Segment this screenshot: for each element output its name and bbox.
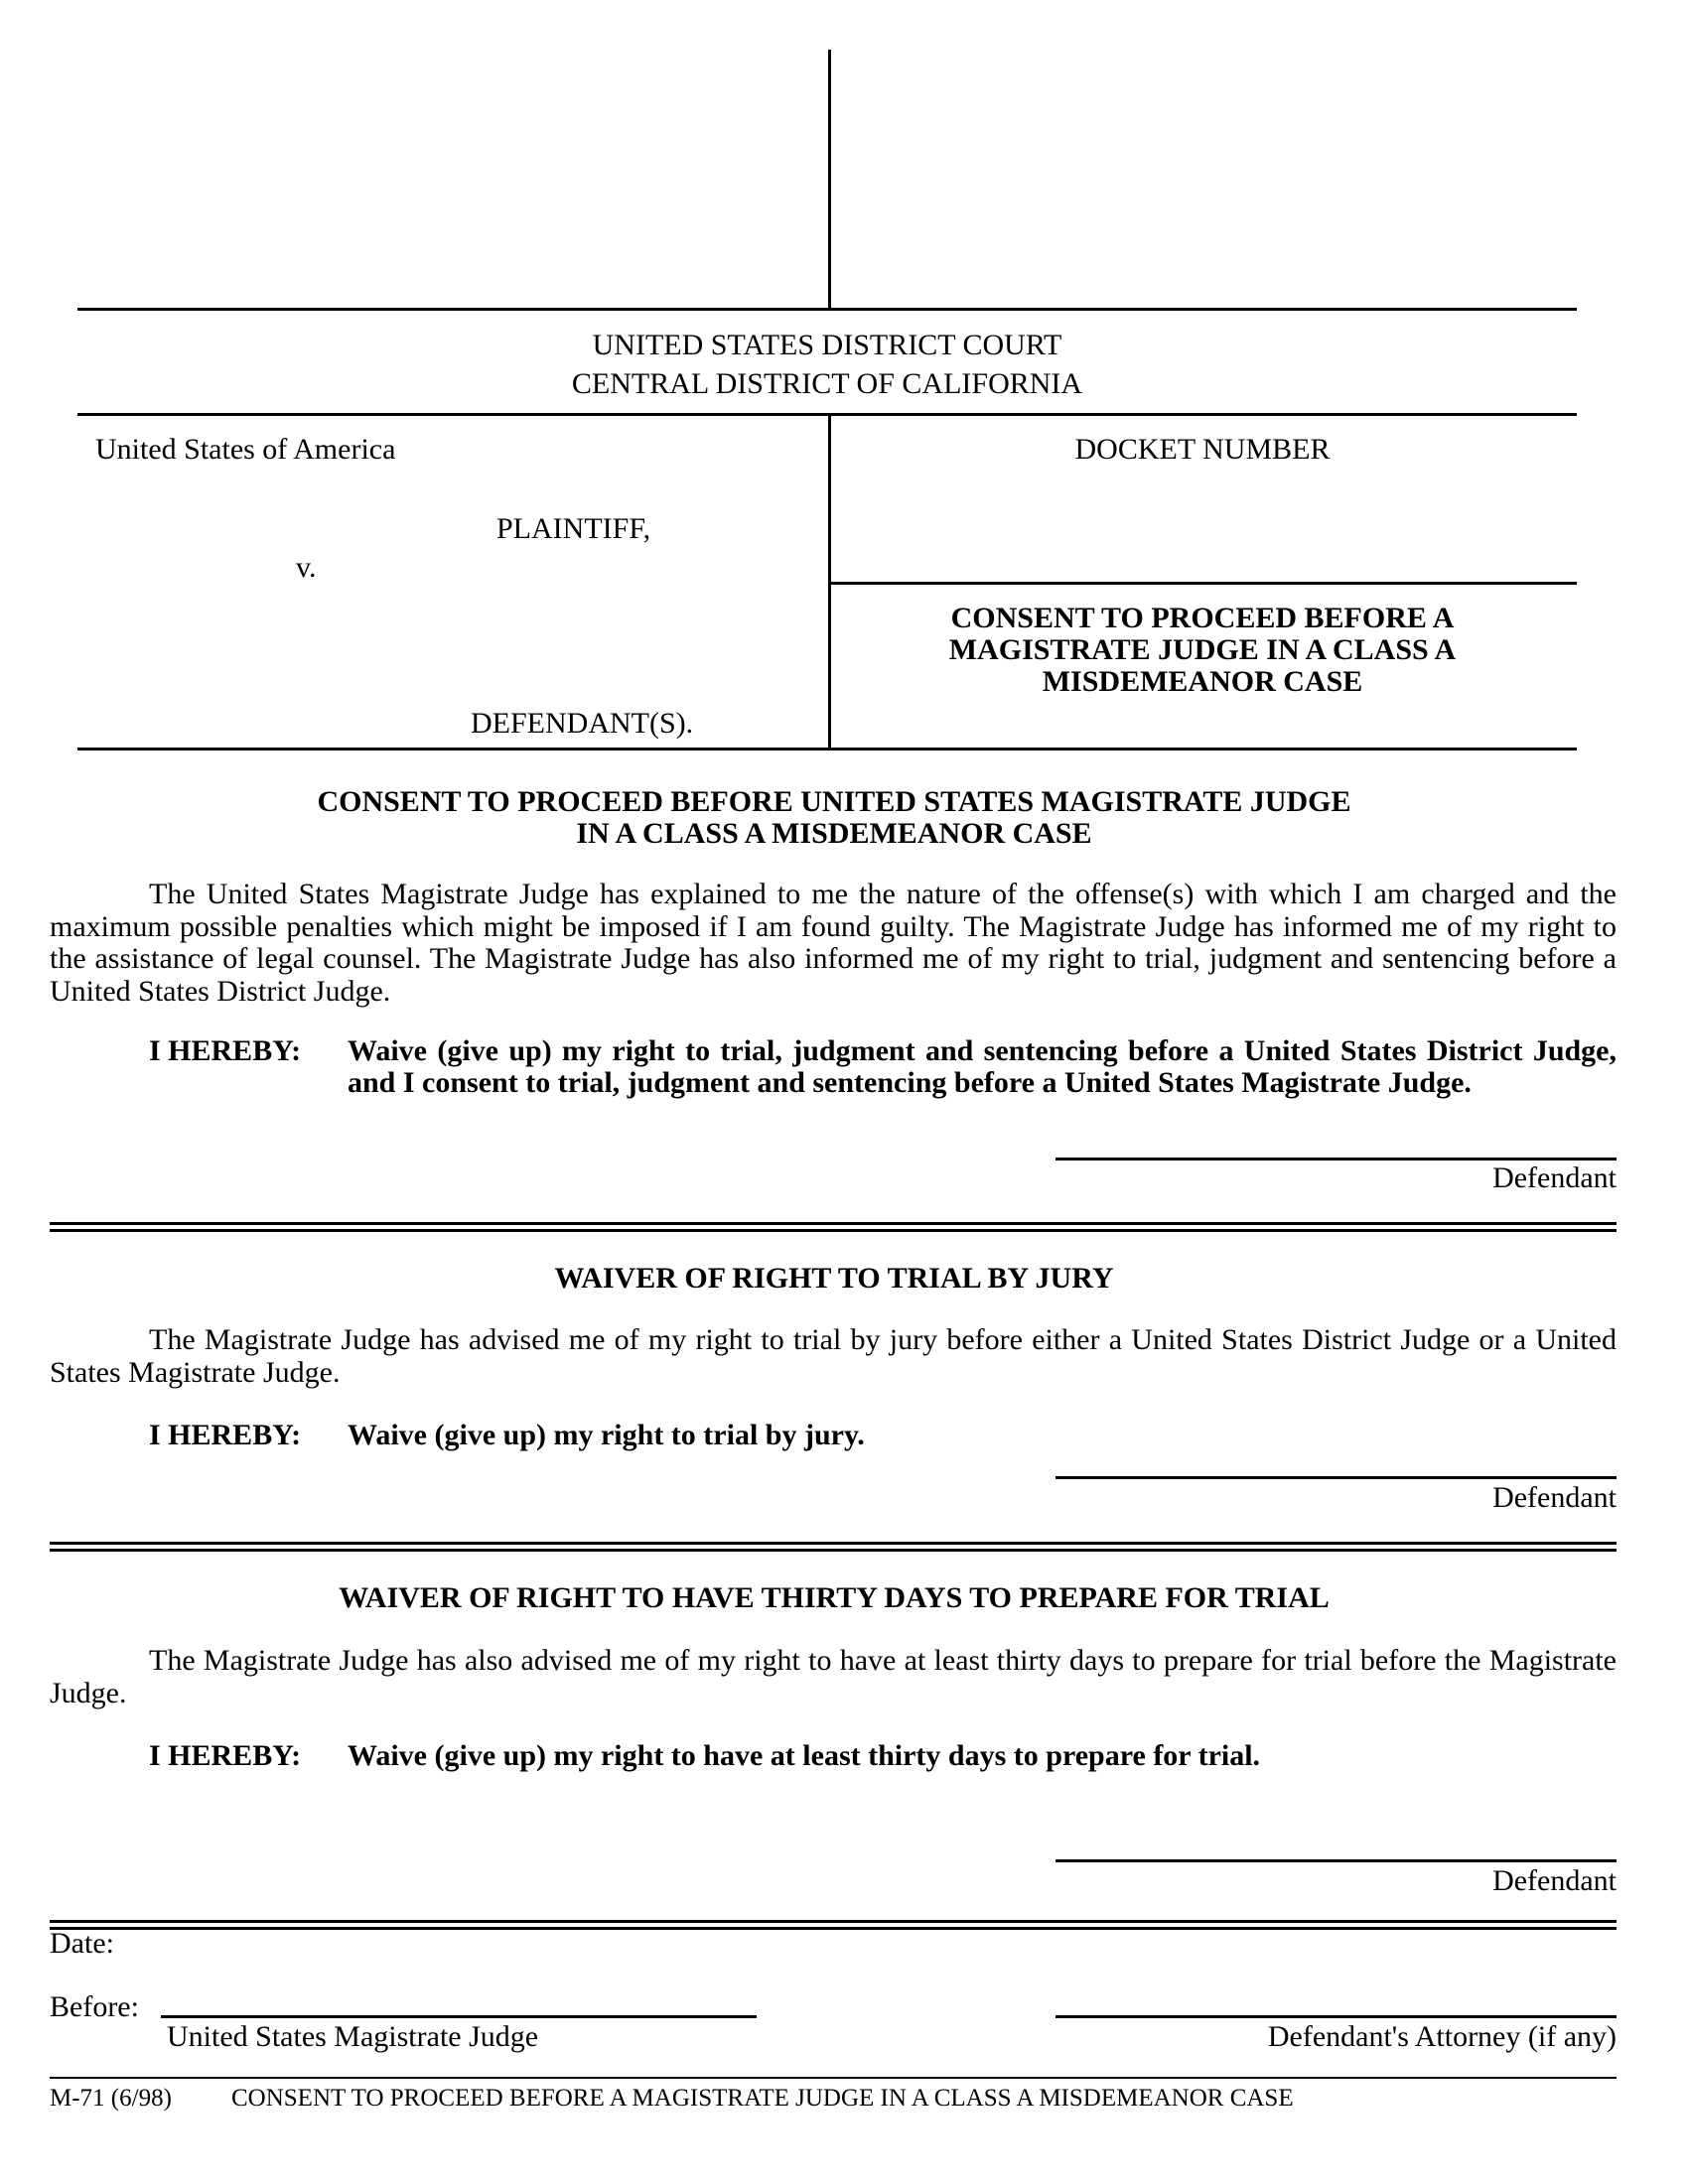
section1-double-rule	[50, 1222, 1617, 1232]
footer-rule	[50, 2077, 1617, 2079]
judge-signature-line[interactable]	[161, 2015, 757, 2018]
section2-double-rule	[50, 1542, 1617, 1552]
top-center-divider	[828, 50, 831, 310]
section2-body: The Magistrate Judge has advised me of my right to trial by jury before either a United States District Judge or a United States Magistrate Judge.	[50, 1323, 1617, 1389]
docket-number-value[interactable]	[854, 496, 1549, 536]
section1-heading-line1: CONSENT TO PROCEED BEFORE UNITED STATES MAGISTRATE JUDGE	[317, 785, 1351, 818]
section2-signature-line[interactable]	[1055, 1476, 1617, 1479]
section1-body: The United States Magistrate Judge has explained to me the nature of the offense(s) with which I am charged and the maximum possible penalties which might be imposed if I am found guilty. The Magistrate Judge has informed me of my right to the assistance of legal counsel. The Magistrate Judge has also informed me of my right to trial, judgment and sentencing before a United States District Judge.	[50, 878, 1617, 1008]
section1-heading-line2: IN A CLASS A MISDEMEANOR CASE	[576, 817, 1092, 850]
form-title-line2: MAGISTRATE JUDGE IN A CLASS A	[948, 633, 1457, 666]
plaintiff-label: PLAINTIFF,	[496, 512, 651, 545]
section3-heading: WAIVER OF RIGHT TO HAVE THIRTY DAYS TO PREPARE FOR TRIAL	[339, 1581, 1330, 1614]
section3-body: The Magistrate Judge has also advised me of my right to have at least thirty days to prepare for trial before the Magistrate Judge.	[50, 1644, 1617, 1709]
versus-label: v.	[296, 551, 317, 584]
plaintiff-name: United States of America	[95, 433, 396, 466]
section3-double-rule	[50, 1920, 1617, 1930]
footer-form-code: M-71 (6/98)	[50, 2085, 172, 2112]
judge-label: United States Magistrate Judge	[167, 2020, 539, 2053]
docket-bottom-rule	[828, 582, 1577, 585]
footer-form-name: CONSENT TO PROCEED BEFORE A MAGISTRATE JUDGE IN A CLASS A MISDEMEANOR CASE	[231, 2085, 1294, 2112]
section3-hereby-text: Waive (give up) my right to have at least thirty days to prepare for trial.	[348, 1739, 1261, 1772]
before-label: Before:	[50, 1990, 139, 2023]
defendant-label: DEFENDANT(S).	[471, 707, 694, 740]
section2-heading: WAIVER OF RIGHT TO TRIAL BY JURY	[554, 1262, 1114, 1295]
section3-hereby-label: I HEREBY:	[149, 1739, 302, 1772]
header-top-rule	[77, 308, 1577, 311]
caption-top-rule	[77, 413, 1577, 416]
section2-hereby-text: Waive (give up) my right to trial by jury.	[348, 1419, 865, 1451]
section1-signature-line[interactable]	[1055, 1158, 1617, 1160]
court-district: CENTRAL DISTRICT OF CALIFORNIA	[571, 367, 1083, 400]
attorney-label: Defendant's Attorney (if any)	[1267, 2020, 1617, 2053]
court-name: UNITED STATES DISTRICT COURT	[592, 329, 1062, 361]
attorney-signature-line[interactable]	[1055, 2015, 1617, 2018]
section1-signature-label: Defendant	[1492, 1161, 1617, 1194]
date-label: Date:	[50, 1927, 114, 1960]
section1-hereby-label: I HEREBY:	[149, 1034, 302, 1067]
section2-hereby-label: I HEREBY:	[149, 1419, 302, 1451]
section1-hereby-text: Waive (give up) my right to trial, judgment and sentencing before a United States District Judge, and I consent to trial, judgment and sentencing before a United States Magistrate Judge.	[348, 1034, 1617, 1099]
section3-signature-line[interactable]	[1055, 1859, 1617, 1862]
form-title-line3: MISDEMEANOR CASE	[1042, 665, 1363, 698]
section3-signature-label: Defendant	[1492, 1864, 1617, 1897]
caption-bottom-rule	[77, 748, 1577, 751]
section2-signature-label: Defendant	[1492, 1481, 1617, 1514]
form-title-line1: CONSENT TO PROCEED BEFORE A	[950, 602, 1455, 634]
docket-number-label: DOCKET NUMBER	[1074, 433, 1331, 466]
